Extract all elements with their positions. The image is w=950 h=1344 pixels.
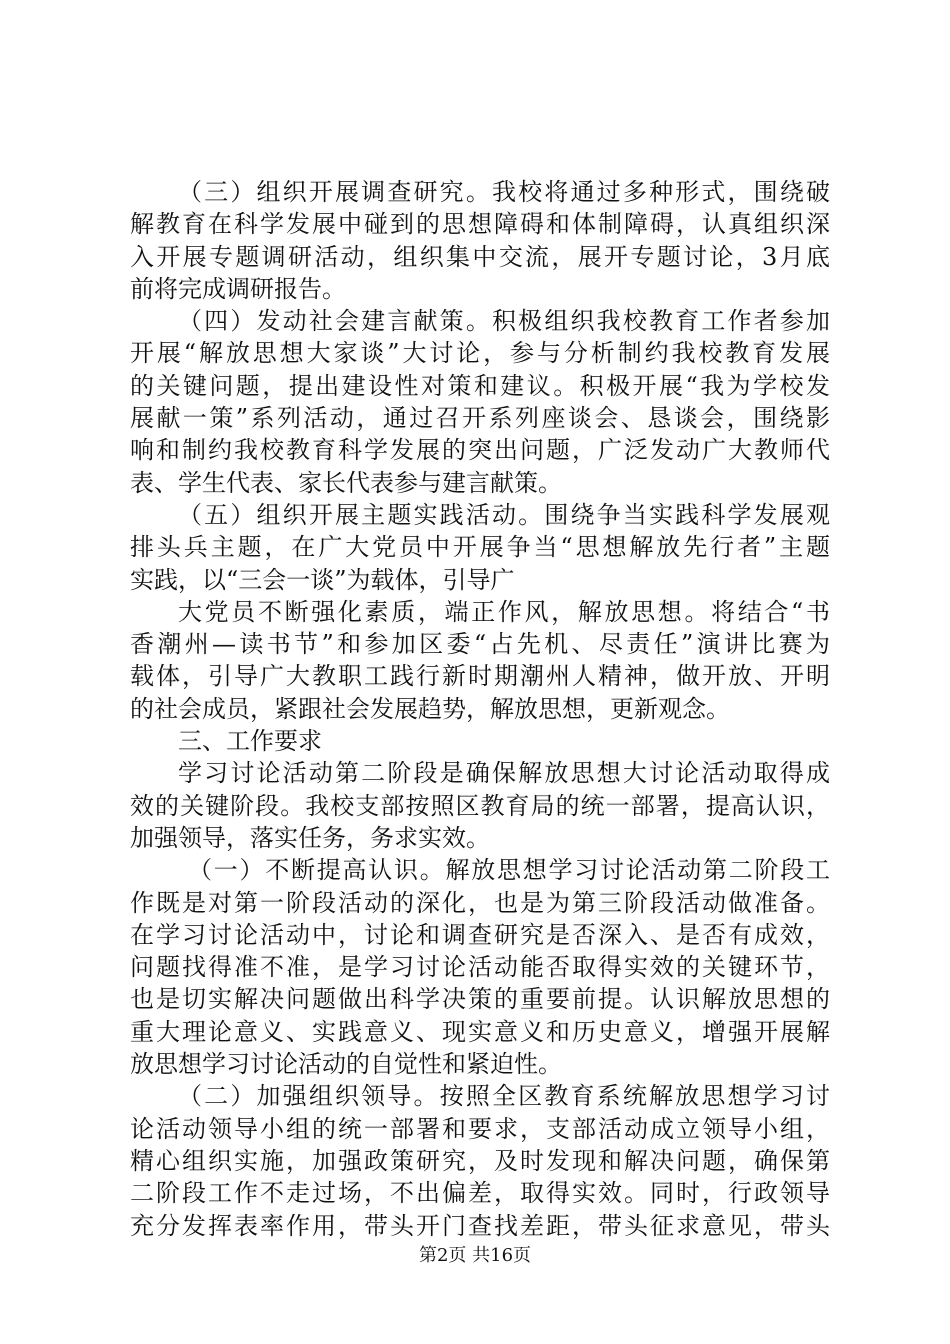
text-line: 二阶段工作不走过场，不出偏差，取得实效。同时，行政领导 xyxy=(130,1179,830,1208)
text-line: （二）加强组织领导。按照全区教育系统解放思想学习讨 xyxy=(178,1082,830,1111)
text-line: 效的关键阶段。我校支部按照区教育局的统一部署，提高认识， xyxy=(130,791,830,820)
text-line: 排头兵主题，在广大党员中开展争当“思想解放先行者”主题 xyxy=(130,533,830,562)
page-footer: 第2页 共16页 xyxy=(418,1245,532,1266)
text-line: （三）组织开展调查研究。我校将通过多种形式，围绕破 xyxy=(178,178,830,206)
text-line: （四）发动社会建言献策。积极组织我校教育工作者参加 xyxy=(178,307,830,336)
text-line: 放思想学习讨论活动的自觉性和紧迫性。 xyxy=(130,1050,562,1079)
text-line: （一）不断提高认识。解放思想学习讨论活动第二阶段工 xyxy=(188,856,830,885)
text-line: 充分发挥表率作用，带头开门查找差距，带头征求意见，带头 xyxy=(130,1211,830,1240)
text-line: 展献一策”系列活动，通过召开系列座谈会、恳谈会，围绕影 xyxy=(130,404,830,433)
document-body xyxy=(130,176,830,1242)
text-line: 解教育在科学发展中碰到的思想障碍和体制障碍，认真组织深 xyxy=(130,210,830,239)
text-line: （五）组织开展主题实践活动。围绕争当实践科学发展观 xyxy=(178,500,830,529)
text-line: 重大理论意义、实践意义、现实意义和历史意义，增强开展解 xyxy=(130,1017,830,1046)
text-line: 香潮州—读书节”和参加区委“占先机、尽责任”演讲比赛为 xyxy=(130,630,830,659)
text-line: 入开展专题调研活动，组织集中交流，展开专题讨论，3月底 xyxy=(130,242,830,271)
text-line: 问题找得准不准，是学习讨论活动能否取得实效的关键环节， xyxy=(130,953,830,982)
text-line: 加强领导，落实任务，务求实效。 xyxy=(130,823,490,852)
text-line: 大党员不断强化素质，端正作风，解放思想。将结合“书 xyxy=(178,597,830,626)
text-line: 学习讨论活动第二阶段是确保解放思想大讨论活动取得成 xyxy=(178,759,830,788)
text-line: 的关键问题，提出建设性对策和建议。积极开展“我为学校发 xyxy=(130,371,830,400)
text-line: 的社会成员，紧跟社会发展趋势，解放思想，更新观念。 xyxy=(130,694,730,723)
section-heading: 三、工作要求 xyxy=(178,727,322,756)
text-line: 响和制约我校教育科学发展的突出问题，广泛发动广大教师代 xyxy=(130,436,830,465)
text-line: 在学习讨论活动中，讨论和调查研究是否深入、是否有成效， xyxy=(130,920,830,949)
text-line: 开展“解放思想大家谈”大讨论，参与分析制约我校教育发展 xyxy=(130,339,830,368)
text-line: 载体，引导广大教职工践行新时期潮州人精神，做开放、开明 xyxy=(130,662,830,691)
text-line: 也是切实解决问题做出科学决策的重要前提。认识解放思想的 xyxy=(130,985,830,1014)
text-line: 实践，以“三会一谈”为载体，引导广 xyxy=(130,565,515,594)
text-line: 表、学生代表、家长代表参与建言献策。 xyxy=(130,468,562,497)
text-line: 论活动领导小组的统一部署和要求，支部活动成立领导小组， xyxy=(130,1114,830,1143)
text-line: 精心组织实施，加强政策研究，及时发现和解决问题，确保第 xyxy=(130,1146,830,1175)
text-line: 前将完成调研报告。 xyxy=(130,274,346,303)
text-line: 作既是对第一阶段活动的深化，也是为第三阶段活动做准备。 xyxy=(130,888,830,917)
